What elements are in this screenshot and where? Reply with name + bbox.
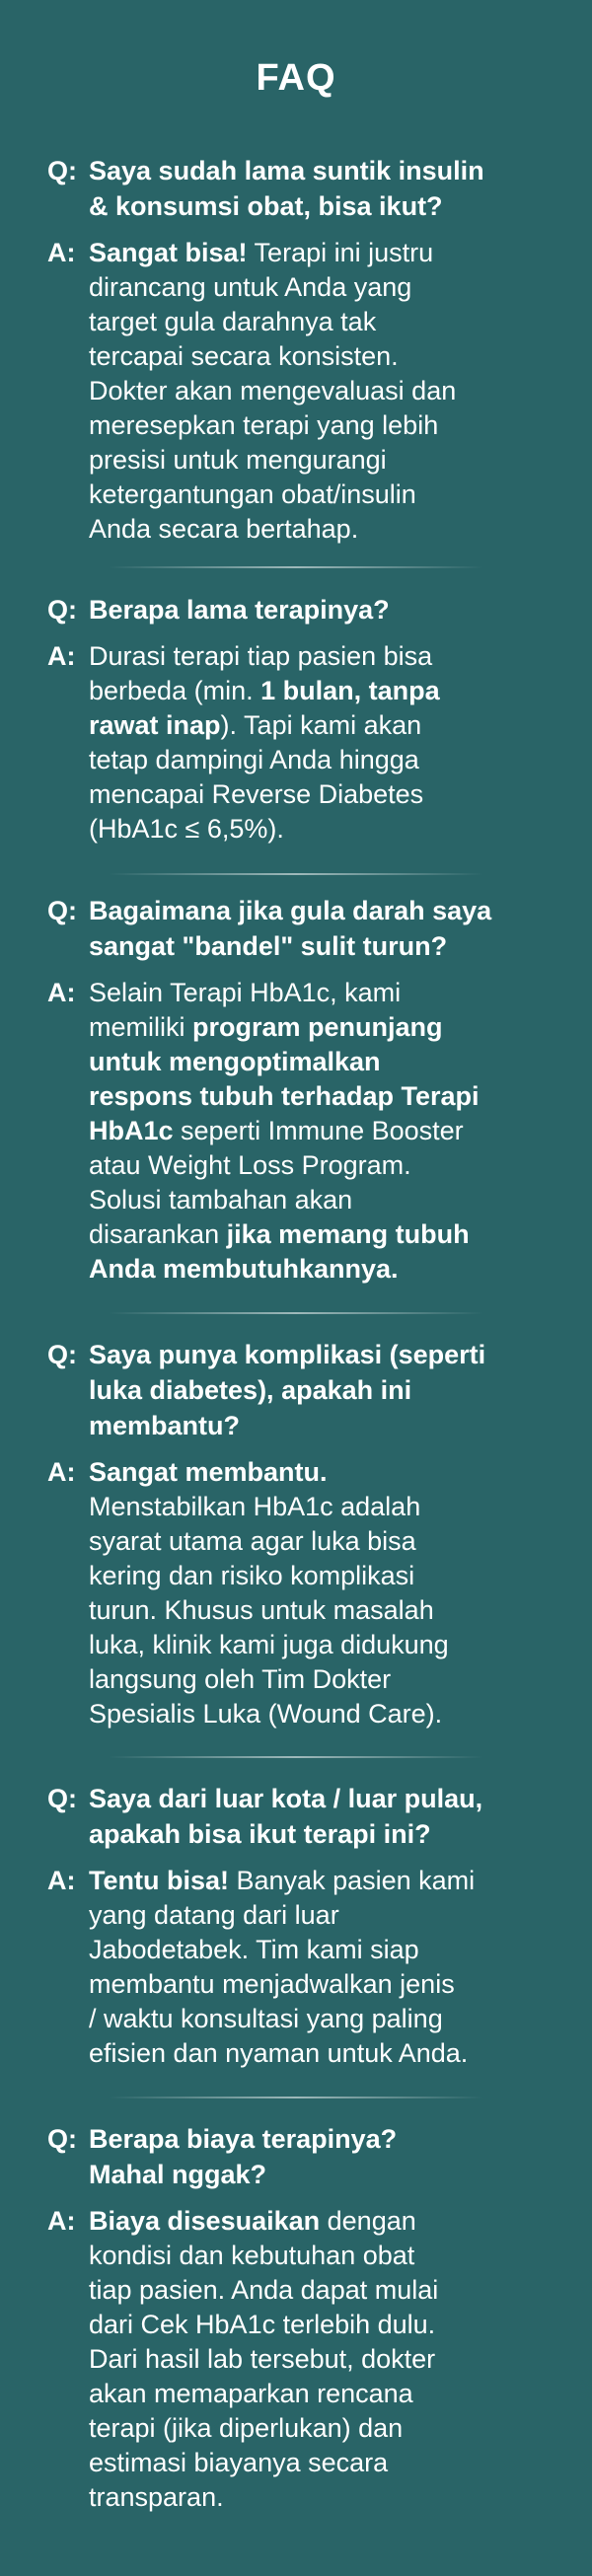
answer-line	[89, 374, 456, 408]
answer-text	[89, 1864, 475, 2071]
answer-plain-text: target gula darahnya tak	[89, 307, 377, 336]
answer-plain-text: Dokter akan mengevaluasi dan	[89, 376, 457, 405]
question-prefix: Q:	[47, 156, 77, 185]
answer-plain-text: Dari hasil lab tersebut, dokter	[89, 2344, 436, 2374]
answer-plain-text: luka, klinik kami juga didukung	[89, 1630, 449, 1659]
faq-answer	[47, 1864, 560, 2071]
answer-line	[89, 2273, 438, 2308]
answer-text	[89, 2204, 438, 2515]
answer-plain-text: Menstabilkan HbA1c adalah	[89, 1492, 421, 1521]
answer-plain-text: yang datang dari luar	[89, 1900, 339, 1930]
answer-bold-text: Biaya disesuaikan	[89, 2206, 321, 2236]
question-line: Saya punya komplikasi (seperti	[89, 1340, 486, 1369]
answer-plain-text: disarankan	[89, 1219, 227, 1249]
answer-plain-text: tiap pasien. Anda dapat mulai	[89, 2275, 439, 2305]
question-line: Bagaimana jika gula darah saya	[89, 896, 492, 925]
answer-plain-text: kering dan risiko komplikasi	[89, 1561, 415, 1590]
question-line: Berapa lama terapinya?	[89, 595, 390, 625]
question-text	[89, 893, 491, 964]
answer-plain-text: syarat utama agar luka bisa	[89, 1526, 416, 1556]
answer-plain-text: Banyak pasien kami	[229, 1866, 476, 1895]
question-prefix: Q:	[47, 2124, 77, 2154]
answer-line	[89, 2480, 438, 2515]
answer-line	[89, 1252, 480, 1287]
answer-plain-text: seperti Immune Booster	[173, 1116, 464, 1145]
faq-item	[47, 153, 560, 547]
answer-line	[89, 1490, 449, 1524]
answer-line	[89, 236, 456, 270]
answer-line	[89, 1183, 480, 1217]
answer-line	[89, 674, 440, 708]
answer-line	[89, 639, 440, 674]
faq-answer	[47, 2204, 560, 2515]
answer-plain-text: transparan.	[89, 2482, 224, 2512]
faq-answer	[47, 236, 560, 547]
answer-plain-text: Selain Terapi HbA1c, kami	[89, 978, 402, 1007]
faq-question	[47, 153, 560, 224]
answer-line	[89, 2002, 475, 2036]
answer-line	[89, 2411, 438, 2446]
answer-plain-text: mencapai Reverse Diabetes	[89, 779, 424, 809]
faq-question	[47, 1337, 560, 1443]
faq-divider	[109, 1756, 483, 1758]
answer-line	[89, 708, 440, 743]
answer-plain-text: turun. Khusus untuk masalah	[89, 1595, 434, 1625]
faq-item	[47, 893, 560, 1287]
question-line: Mahal nggak?	[89, 2160, 267, 2189]
question-prefix: Q:	[47, 896, 77, 925]
question-line: Saya dari luar kota / luar pulau,	[89, 1784, 483, 1813]
answer-plain-text: (HbA1c ≤ 6,5%).	[89, 814, 284, 844]
faq-question	[47, 893, 560, 964]
answer-line	[89, 2342, 438, 2377]
answer-plain-text: tercapai secara konsisten.	[89, 341, 399, 371]
answer-plain-text: langsung oleh Tim Dokter	[89, 1664, 392, 1694]
answer-bold-text: Sangat bisa!	[89, 238, 248, 267]
question-text	[89, 1337, 485, 1443]
answer-line	[89, 1662, 449, 1697]
answer-line	[89, 408, 456, 443]
answer-line	[89, 2204, 438, 2239]
answer-line	[89, 1628, 449, 1662]
answer-line	[89, 777, 440, 812]
answer-prefix: A:	[47, 641, 76, 671]
answer-text	[89, 639, 440, 846]
answer-line	[89, 1697, 449, 1731]
answer-bold-text: 1 bulan, tanpa	[260, 676, 440, 705]
faq-divider	[109, 1312, 483, 1314]
answer-line	[89, 1010, 480, 1045]
question-text	[89, 153, 484, 224]
page-title: FAQ	[256, 57, 336, 99]
faq-item	[47, 2121, 560, 2515]
faq-answer	[47, 976, 560, 1287]
answer-line	[89, 1455, 449, 1490]
answer-plain-text: / waktu konsultasi yang paling	[89, 2004, 443, 2033]
answer-plain-text: Anda secara bertahap.	[89, 514, 359, 544]
answer-plain-text: atau Weight Loss Program.	[89, 1150, 411, 1180]
answer-line	[89, 2308, 438, 2342]
answer-line	[89, 812, 440, 846]
faq-divider	[109, 2097, 483, 2098]
question-text	[89, 1781, 482, 1852]
answer-plain-text: presisi untuk mengurangi	[89, 445, 387, 475]
answer-bold-text: Sangat membantu.	[89, 1457, 328, 1487]
answer-line	[89, 1593, 449, 1628]
answer-bold-text: Tentu bisa!	[89, 1866, 230, 1895]
answer-bold-text: respons tubuh terhadap Terapi	[89, 1081, 480, 1111]
answer-line	[89, 2446, 438, 2480]
answer-line	[89, 2377, 438, 2411]
answer-line	[89, 1524, 449, 1559]
answer-text	[89, 976, 480, 1287]
answer-line	[89, 976, 480, 1010]
answer-line	[89, 2239, 438, 2273]
answer-plain-text: memiliki	[89, 1012, 192, 1042]
answer-plain-text: membantu menjadwalkan jenis	[89, 1969, 455, 1999]
answer-plain-text: ). Tapi kami akan	[220, 710, 422, 740]
answer-plain-text: Terapi ini justru	[247, 238, 434, 267]
answer-plain-text: estimasi biayanya secara	[89, 2448, 389, 2477]
question-line: luka diabetes), apakah ini	[89, 1375, 412, 1405]
answer-plain-text: terapi (jika diperlukan) dan	[89, 2413, 404, 2443]
faq-question	[47, 2121, 560, 2192]
answer-line	[89, 2036, 475, 2071]
question-text	[89, 592, 390, 627]
answer-bold-text: HbA1c	[89, 1116, 174, 1145]
answer-plain-text: Jabodetabek. Tim kami siap	[89, 1935, 419, 1964]
answer-line	[89, 1559, 449, 1593]
answer-bold-text: Anda membutuhkannya.	[89, 1254, 399, 1284]
answer-plain-text: tetap dampingi Anda hingga	[89, 745, 419, 774]
answer-line	[89, 305, 456, 339]
question-line: apakah bisa ikut terapi ini?	[89, 1819, 431, 1849]
answer-bold-text: program penunjang	[192, 1012, 443, 1042]
faq-item	[47, 1781, 560, 2071]
answer-line	[89, 339, 456, 374]
question-line: & konsumsi obat, bisa ikut?	[89, 191, 443, 221]
answer-plain-text: dengan	[320, 2206, 416, 2236]
answer-line	[89, 270, 456, 305]
faq-question	[47, 592, 560, 627]
answer-line	[89, 743, 440, 777]
answer-prefix: A:	[47, 1457, 76, 1487]
question-prefix: Q:	[47, 1340, 77, 1369]
faq-divider	[109, 873, 483, 875]
answer-line	[89, 1114, 480, 1148]
answer-line	[89, 1898, 475, 1933]
answer-line	[89, 1148, 480, 1183]
answer-prefix: A:	[47, 238, 76, 267]
question-line: membantu?	[89, 1411, 241, 1440]
answer-bold-text: untuk mengoptimalkan	[89, 1047, 381, 1076]
question-prefix: Q:	[47, 1784, 77, 1813]
answer-line	[89, 443, 456, 478]
question-prefix: Q:	[47, 595, 77, 625]
answer-line	[89, 1967, 475, 2002]
answer-prefix: A:	[47, 2206, 76, 2236]
faq-answer	[47, 1455, 560, 1731]
question-line: sangat "bandel" sulit turun?	[89, 931, 448, 961]
answer-line	[89, 1079, 480, 1114]
answer-line	[89, 1217, 480, 1252]
answer-plain-text: dari Cek HbA1c terlebih dulu.	[89, 2310, 436, 2339]
answer-text	[89, 1455, 449, 1731]
answer-plain-text: Durasi terapi tiap pasien bisa	[89, 641, 433, 671]
faq-answer	[47, 639, 560, 846]
answer-line	[89, 512, 456, 547]
answer-plain-text: Spesialis Luka (Wound Care).	[89, 1699, 443, 1729]
answer-bold-text: jika memang tubuh	[226, 1219, 470, 1249]
question-line: Berapa biaya terapinya?	[89, 2124, 398, 2154]
answer-bold-text: rawat inap	[89, 710, 221, 740]
answer-text	[89, 236, 456, 547]
faq-divider	[109, 566, 483, 568]
answer-plain-text: efisien dan nyaman untuk Anda.	[89, 2038, 469, 2068]
answer-plain-text: Solusi tambahan akan	[89, 1185, 353, 1214]
faq-question	[47, 1781, 560, 1852]
faq-item	[47, 592, 560, 846]
answer-plain-text: akan memaparkan rencana	[89, 2379, 413, 2408]
answer-line	[89, 1045, 480, 1079]
question-text	[89, 2121, 397, 2192]
answer-plain-text: ketergantungan obat/insulin	[89, 479, 416, 509]
answer-plain-text: dirancang untuk Anda yang	[89, 272, 412, 302]
answer-plain-text: kondisi dan kebutuhan obat	[89, 2241, 415, 2270]
answer-prefix: A:	[47, 1866, 76, 1895]
answer-line	[89, 1864, 475, 1898]
answer-line	[89, 478, 456, 512]
answer-line	[89, 1933, 475, 1967]
answer-prefix: A:	[47, 978, 76, 1007]
faq-item	[47, 1337, 560, 1731]
answer-plain-text: berbeda (min.	[89, 676, 261, 705]
answer-plain-text: meresepkan terapi yang lebih	[89, 410, 439, 440]
question-line: Saya sudah lama suntik insulin	[89, 156, 484, 185]
